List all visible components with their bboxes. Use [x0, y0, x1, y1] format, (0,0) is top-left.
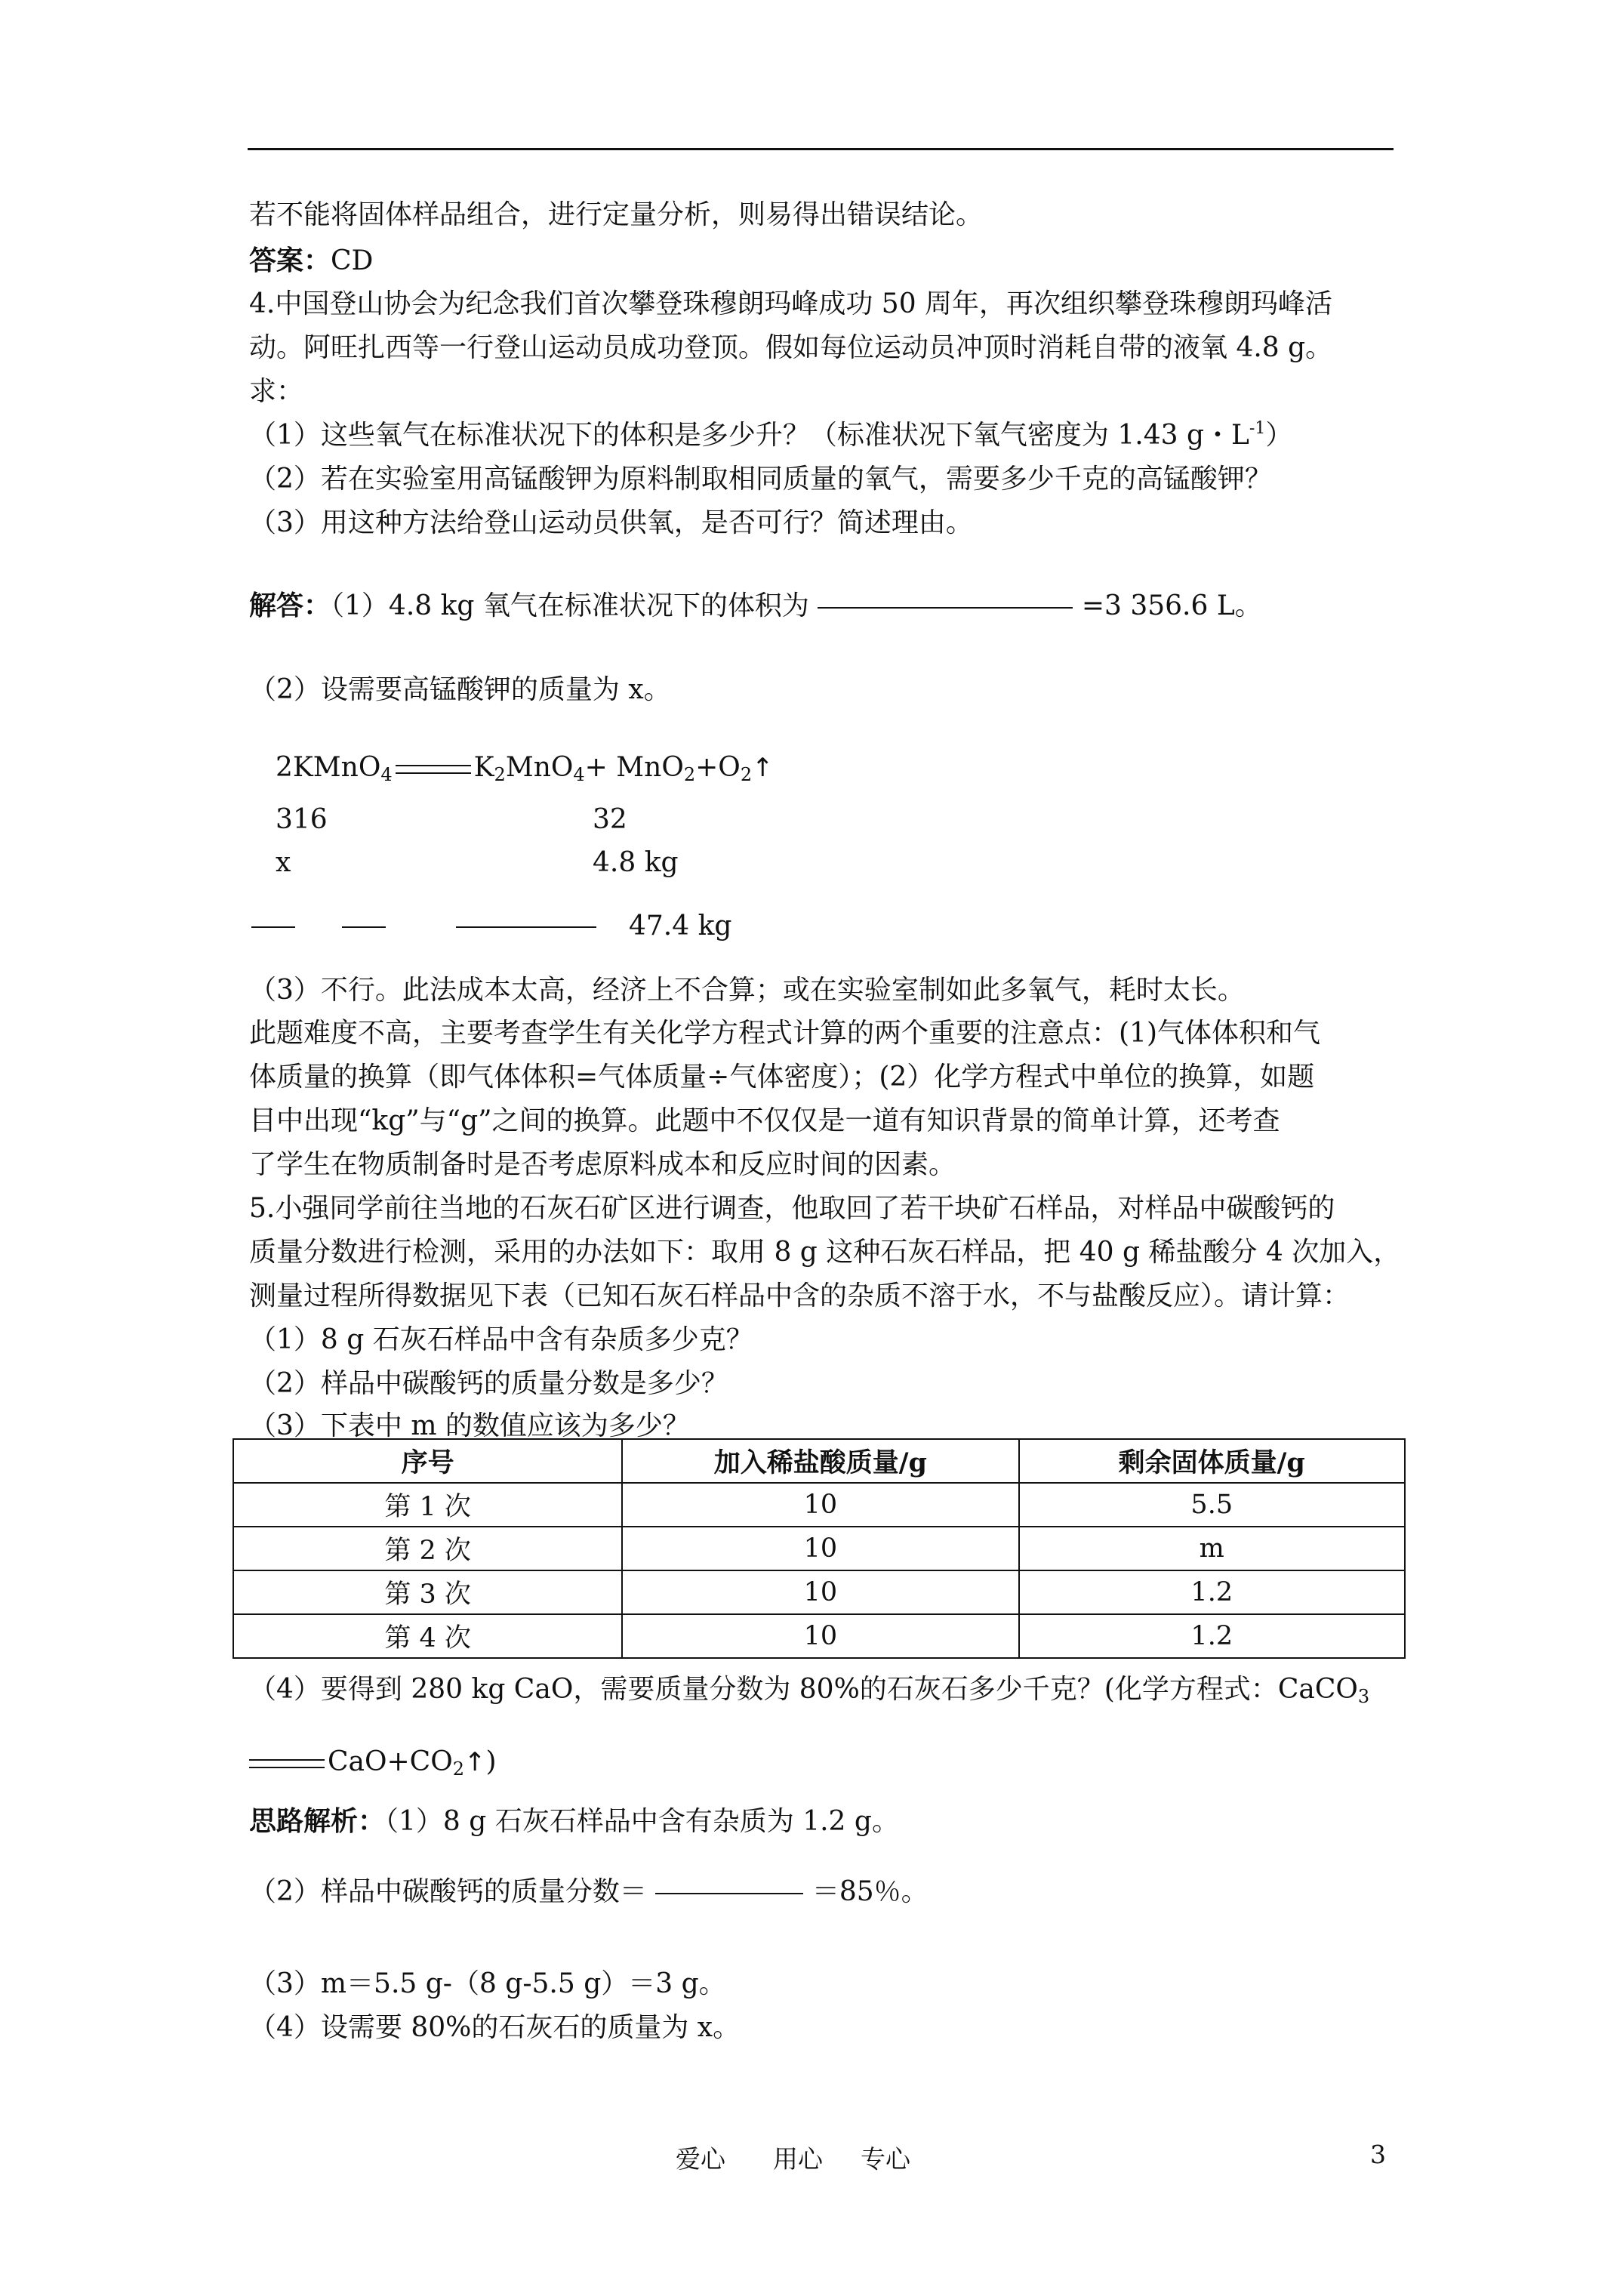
- eq-mno4: MnO: [505, 752, 574, 783]
- table-cell: 5.5: [1019, 1483, 1405, 1527]
- q5-sub4-equation: [249, 1746, 497, 1779]
- equation-sign: [396, 765, 471, 774]
- eq-k2mno4-sub1: 2: [494, 764, 506, 785]
- page-number: 3: [1370, 2140, 1386, 2169]
- q5-sub4-caco3-sub: 3: [1357, 1686, 1370, 1707]
- ratio-row1-right: 32: [593, 804, 627, 835]
- q4-sub1: [249, 419, 1292, 452]
- q5-sub4: [249, 1673, 1369, 1706]
- table-cell: 10: [622, 1483, 1018, 1527]
- sol4-p1: [249, 589, 1262, 623]
- answer-label: 答案：: [249, 245, 331, 276]
- table-cell: 第 4 次: [233, 1614, 622, 1658]
- volume-fraction-bar: [818, 607, 1073, 609]
- fraction-bar: [655, 1893, 803, 1894]
- gas-up-arrow-icon: ↑: [464, 1747, 486, 1777]
- footer-motto-2: 用心: [773, 2144, 823, 2174]
- table-cell: 第 1 次: [233, 1483, 622, 1527]
- ratio-row2-right: 4.8 kg: [593, 847, 679, 878]
- header-rule: [248, 148, 1394, 150]
- comment-line2: 体质量的换算（即气体体积=气体质量÷气体密度）；(2）化学方程式中单位的换算，如题: [249, 1062, 1315, 1093]
- intro-line: 若不能将固体样品组合，进行定量分析，则易得出错误结论。: [249, 199, 984, 230]
- sol5-p4: （4）设需要 80%的石灰石的质量为 x。: [249, 2012, 741, 2043]
- eq-mno2: + MnO: [584, 752, 684, 783]
- table-header: 序号: [233, 1439, 622, 1483]
- table-cell: m: [1019, 1527, 1405, 1570]
- answer-value: CD: [331, 245, 374, 276]
- footer-motto-1: 爱心: [676, 2144, 725, 2174]
- sol5-p2: [249, 1875, 929, 1909]
- q4-line1: 4.中国登山协会为纪念我们首次攀登珠穆朗玛峰成功 50 周年，再次组织攀登珠穆朗玛峰活: [249, 288, 1333, 319]
- table-row: [233, 1527, 1405, 1570]
- table-cell: 10: [622, 1570, 1018, 1614]
- footer-motto-3: 专心: [861, 2144, 910, 2174]
- eq-k2mno4: K: [473, 752, 494, 783]
- equation-sign: [249, 1759, 325, 1768]
- q5-line3: 测量过程所得数据见下表（已知石灰石样品中含的杂质不溶于水，不与盐酸反应）。请计算：: [249, 1281, 1350, 1311]
- table-header-row: [233, 1439, 1405, 1483]
- q5-sub2: （2）样品中碳酸钙的质量分数是多少？: [249, 1368, 728, 1399]
- eq-o2-sub: 2: [740, 764, 753, 785]
- table-row: [233, 1570, 1405, 1614]
- sol5-p3: （3）m＝5.5 g-（8 g-5.5 g）＝3 g。: [249, 1968, 726, 1999]
- data-table: [233, 1438, 1406, 1659]
- ratio-row1-left: 316: [276, 804, 328, 835]
- ratio-row2-left: x: [276, 847, 291, 878]
- table-cell: 第 3 次: [233, 1570, 622, 1614]
- table-cell: 10: [622, 1527, 1018, 1570]
- sol5-p1: [249, 1804, 899, 1838]
- proportion-bar-2: [342, 926, 386, 928]
- sol4-label: 解答：: [249, 590, 331, 621]
- q5-sub1: （1）8 g 石灰石样品中含有杂质多少克？: [249, 1324, 753, 1355]
- sol5-p1-text: （1）8 g 石灰石样品中含有杂质为 1.2 g。: [385, 1806, 899, 1837]
- eq-mno4-sub: 4: [573, 764, 585, 785]
- q5-sub4-co2-sub: 2: [452, 1758, 465, 1780]
- gas-up-arrow-icon: ↑: [752, 753, 774, 783]
- q4-line3: 求：: [249, 376, 304, 407]
- q4-sub2: （2）若在实验室用高锰酸钾为原料制取相同质量的氧气，需要多少千克的高锰酸钾？: [249, 464, 1272, 495]
- eq-kmno4-sub: 4: [380, 764, 393, 785]
- q4-sub3: （3）用这种方法给登山运动员供氧，是否可行？简述理由。: [249, 507, 973, 538]
- q4-sub1-text: （1）这些氧气在标准状况下的体积是多少升？（标准状况下氧气密度为 1.43 g・L: [249, 420, 1249, 451]
- q4-sub1-exponent: -1: [1249, 419, 1266, 438]
- table-cell: 10: [622, 1614, 1018, 1658]
- eq-o2: +O: [695, 752, 741, 783]
- table-cell: 1.2: [1019, 1614, 1405, 1658]
- sol5-label: 思路解析：: [249, 1805, 386, 1837]
- reaction-equation: [276, 751, 774, 784]
- q5-line2: 质量分数进行检测，采用的办法如下：取用 8 g 这种石灰石样品，把 40 g 稀盐酸分 4 次加入，: [249, 1237, 1401, 1268]
- table-header: 剩余固体质量/g: [1019, 1439, 1405, 1483]
- table-cell: 1.2: [1019, 1570, 1405, 1614]
- sol5-p2-result: ＝85％。: [812, 1876, 929, 1907]
- proportion-bar-1: [251, 926, 295, 928]
- comment-line1: 此题难度不高，主要考查学生有关化学方程式计算的两个重要的注意点：(1)气体体积和气: [249, 1018, 1320, 1049]
- comment-line4: 了学生在物质制备时是否考虑原料成本和反应时间的因素。: [249, 1149, 956, 1180]
- comment-line3: 目中出现“kg”与“g”之间的换算。此题中不仅仅是一道有知识背景的简单计算，还考查: [249, 1105, 1280, 1136]
- q4-line2: 动。阿旺扎西等一行登山运动员成功登顶。假如每位运动员冲顶时消耗自带的液氧 4.8 g。: [249, 332, 1333, 363]
- q5-sub4-close: ): [485, 1746, 497, 1777]
- eq-kmno4: 2KMnO: [276, 752, 381, 783]
- q4-sub1-close: ）: [1265, 420, 1293, 451]
- sol4-p1-text: （1）4.8 kg 氧气在标准状况下的体积为: [331, 590, 809, 621]
- table-row: [233, 1614, 1405, 1658]
- table-cell: 第 2 次: [233, 1527, 622, 1570]
- q5-sub4-products: CaO+CO: [328, 1746, 453, 1777]
- sol5-p2-text: （2）样品中碳酸钙的质量分数＝: [249, 1876, 647, 1907]
- q5-sub3: （3）下表中 m 的数值应该为多少？: [249, 1410, 690, 1441]
- proportion-bar-3: [456, 926, 596, 928]
- sol4-p3: （3）不行。此法成本太高，经济上不合算；或在实验室制如此多氧气，耗时太长。: [249, 975, 1245, 1006]
- table-header: 加入稀盐酸质量/g: [622, 1439, 1018, 1483]
- q5-line1: 5.小强同学前往当地的石灰石矿区进行调查，他取回了若干块矿石样品，对样品中碳酸钙的: [249, 1193, 1335, 1224]
- answer-line: [249, 244, 373, 278]
- eq-mno2-sub: 2: [683, 764, 696, 785]
- sol4-p1-result: =3 356.6 L。: [1081, 590, 1262, 621]
- sol4-p2: （2）设需要高锰酸钾的质量为 x。: [249, 674, 671, 705]
- q5-sub4-text: （4）要得到 280 kg CaO，需要质量分数为 80%的石灰石多少千克？(化学方程式：CaCO: [249, 1674, 1358, 1705]
- mass-result: 47.4 kg: [629, 911, 732, 942]
- table-row: [233, 1483, 1405, 1527]
